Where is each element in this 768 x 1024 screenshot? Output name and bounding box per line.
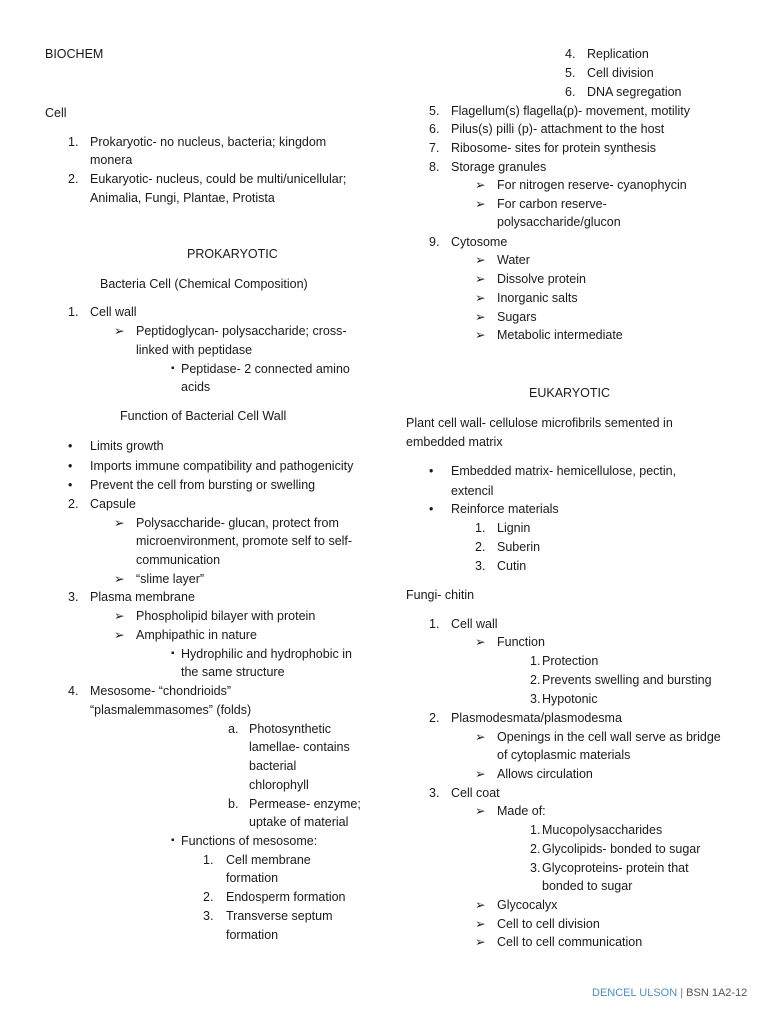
list-item-text: For carbon reserve- — [497, 197, 607, 211]
list-item-text: Permease- enzyme; — [249, 797, 361, 811]
arrow-bullet-icon: ➢ — [114, 516, 125, 530]
list-item-text: acids — [181, 380, 211, 394]
arrow-bullet-icon: ➢ — [475, 272, 486, 286]
list-number: 3. — [429, 786, 440, 800]
list-item-text: Phospholipid bilayer with protein — [136, 609, 316, 623]
list-item-text: Mesosome- “chondrioids” — [90, 684, 232, 698]
list-item-text: of cytoplasmic materials — [497, 748, 631, 762]
list-item-text: Cell wall — [90, 305, 137, 319]
list-item-text: Functions of mesosome: — [181, 834, 318, 848]
list-item-text: Photosynthetic — [249, 722, 331, 736]
list-item-text: Embedded matrix- hemicellulose, pectin, — [451, 464, 677, 478]
list-number: 1. — [68, 135, 79, 149]
footer-author: DENCEL ULSON — [592, 987, 678, 999]
subsection-heading: Bacteria Cell (Chemical Composition) — [100, 277, 308, 291]
list-item-text: “plasmalemmasomes” (folds) — [90, 703, 252, 717]
arrow-bullet-icon: ➢ — [475, 635, 486, 649]
bullet-icon: • — [68, 439, 73, 453]
list-item-text: Cell to cell division — [497, 917, 600, 931]
list-number: 2. — [68, 497, 79, 511]
list-item-text: Endosperm formation — [226, 890, 346, 904]
list-number: 1. — [203, 853, 214, 867]
list-item-text: Sugars — [497, 310, 537, 324]
list-item-text: Replication — [587, 47, 649, 61]
list-item-text: communication — [136, 553, 221, 567]
list-number: 3. — [68, 590, 79, 604]
list-number: 2. — [530, 842, 541, 856]
list-number: 1. — [68, 305, 79, 319]
list-item-text: Prokaryotic- no nucleus, bacteria; kingdom — [90, 135, 327, 149]
list-number: 9. — [429, 235, 440, 249]
list-letter: a. — [228, 722, 239, 736]
list-number: 8. — [429, 160, 440, 174]
list-number: 5. — [565, 66, 576, 80]
bullet-icon: • — [429, 502, 434, 516]
list-number: 2. — [429, 711, 440, 725]
list-item-text: linked with peptidase — [136, 343, 253, 357]
section-heading-eukaryotic: EUKARYOTIC — [529, 386, 611, 400]
list-item-text: formation — [226, 928, 279, 942]
list-item-text: Plasmodesmata/plasmodesma — [451, 711, 622, 725]
list-item-text: Glycoproteins- protein that — [542, 861, 689, 875]
list-item-text: Imports immune compatibility and pathogenicity — [90, 459, 354, 473]
list-number: 3. — [530, 861, 541, 875]
list-item-text: bonded to sugar — [542, 879, 633, 893]
list-number: 2. — [530, 673, 541, 687]
list-item-text: Water — [497, 253, 530, 267]
bullet-icon: • — [68, 459, 73, 473]
list-item-text: Inorganic salts — [497, 291, 578, 305]
list-item-text: microenvironment, promote self to self- — [136, 534, 353, 548]
list-item-text: Animalia, Fungi, Plantae, Protista — [90, 191, 275, 205]
list-item-text: Pilus(s) pilli (p)- attachment to the host — [451, 122, 665, 136]
list-item-text: Ribosome- sites for protein synthesis — [451, 141, 656, 155]
list-item-text: Transverse septum — [226, 909, 333, 923]
list-item-text: formation — [226, 871, 279, 885]
list-number: 5. — [429, 104, 440, 118]
list-item-text: Cutin — [497, 559, 527, 573]
section-heading-prokaryotic: PROKARYOTIC — [187, 247, 278, 261]
arrow-bullet-icon: ➢ — [475, 310, 486, 324]
list-item-text: Cell membrane — [226, 853, 311, 867]
list-item-text: Prevent the cell from bursting or swelling — [90, 478, 316, 492]
footer-separator: | — [680, 987, 684, 999]
document-title: BIOCHEM — [45, 47, 104, 61]
list-item-text: Cytosome — [451, 235, 508, 249]
paragraph-text: Fungi- chitin — [406, 588, 475, 602]
arrow-bullet-icon: ➢ — [114, 572, 125, 586]
list-item-text: Function — [497, 635, 545, 649]
list-item-text: For nitrogen reserve- cyanophycin — [497, 178, 687, 192]
list-item-text: Peptidoglycan- polysaccharide; cross- — [136, 324, 347, 338]
list-item-text: Lignin — [497, 521, 531, 535]
list-number: 4. — [68, 684, 79, 698]
list-number: 6. — [429, 122, 440, 136]
list-item-text: Hypotonic — [542, 692, 598, 706]
square-bullet-icon: ▪ — [171, 648, 175, 659]
list-item-text: Cell to cell communication — [497, 935, 643, 949]
list-item-text: extencil — [451, 484, 494, 498]
list-item-text: DNA segregation — [587, 85, 682, 99]
list-letter: b. — [228, 797, 239, 811]
list-item-text: Peptidase- 2 connected amino — [181, 362, 350, 376]
list-number: 3. — [203, 909, 214, 923]
list-item-text: Storage granules — [451, 160, 547, 174]
arrow-bullet-icon: ➢ — [475, 898, 486, 912]
list-number: 6. — [565, 85, 576, 99]
list-item-text: Dissolve protein — [497, 272, 586, 286]
paragraph-text: embedded matrix — [406, 435, 503, 449]
list-item-text: Prevents swelling and bursting — [542, 673, 712, 687]
list-number: 1. — [530, 823, 541, 837]
bullet-icon: • — [68, 478, 73, 492]
arrow-bullet-icon: ➢ — [475, 253, 486, 267]
list-number: 1. — [530, 654, 541, 668]
list-item-text: Openings in the cell wall serve as bridge — [497, 730, 721, 744]
list-item-text: “slime layer” — [136, 572, 205, 586]
paragraph-text: Plant cell wall- cellulose microfibrils semented in — [406, 416, 673, 430]
list-item-text: the same structure — [181, 665, 285, 679]
list-item-text: Limits growth — [90, 439, 164, 453]
arrow-bullet-icon: ➢ — [475, 935, 486, 949]
list-item-text: Polysaccharide- glucan, protect from — [136, 516, 339, 530]
footer — [592, 984, 747, 1002]
list-item-text: Eukaryotic- nucleus, could be multi/unicellular; — [90, 172, 347, 186]
list-item-text: Cell wall — [451, 617, 498, 631]
list-item-text: bacterial — [249, 759, 297, 773]
list-item-text: Made of: — [497, 804, 546, 818]
list-number: 1. — [429, 617, 440, 631]
arrow-bullet-icon: ➢ — [114, 609, 125, 623]
list-item-text: chlorophyll — [249, 778, 309, 792]
list-item-text: Capsule — [90, 497, 136, 511]
list-item-text: Amphipathic in nature — [136, 628, 257, 642]
list-item-text: Reinforce materials — [451, 502, 559, 516]
list-item-text: Suberin — [497, 540, 541, 554]
arrow-bullet-icon: ➢ — [475, 804, 486, 818]
list-item-text: Metabolic intermediate — [497, 328, 623, 342]
list-item-text: Allows circulation — [497, 767, 593, 781]
list-item-text: Flagellum(s) flagella(p)- movement, motility — [451, 104, 690, 118]
list-item-text: Cell coat — [451, 786, 500, 800]
list-item-text: Protection — [542, 654, 599, 668]
list-number: 4. — [565, 47, 576, 61]
arrow-bullet-icon: ➢ — [475, 328, 486, 342]
arrow-bullet-icon: ➢ — [114, 628, 125, 642]
square-bullet-icon: ▪ — [171, 363, 175, 374]
list-item-text: polysaccharide/glucon — [497, 215, 621, 229]
arrow-bullet-icon: ➢ — [475, 767, 486, 781]
list-number: 3. — [530, 692, 541, 706]
list-item-text: lamellae- contains — [249, 740, 350, 754]
list-item-text: Glycocalyx — [497, 898, 558, 912]
list-number: 1. — [475, 521, 486, 535]
arrow-bullet-icon: ➢ — [475, 178, 486, 192]
cell-heading: Cell — [45, 106, 67, 120]
bullet-icon: • — [429, 464, 434, 478]
list-number: 7. — [429, 141, 440, 155]
arrow-bullet-icon: ➢ — [475, 730, 486, 744]
list-item-text: Mucopolysaccharides — [542, 823, 663, 837]
list-item-text: Hydrophilic and hydrophobic in — [181, 647, 352, 661]
square-bullet-icon: ▪ — [171, 835, 175, 846]
list-item-text: Cell division — [587, 66, 654, 80]
footer-section-code: BSN 1A2-12 — [686, 987, 748, 999]
list-item-text: Plasma membrane — [90, 590, 195, 604]
list-item-text: Glycolipids- bonded to sugar — [542, 842, 701, 856]
list-number: 2. — [203, 890, 214, 904]
list-item-text: uptake of material — [249, 815, 349, 829]
arrow-bullet-icon: ➢ — [475, 291, 486, 305]
subsection-heading: Function of Bacterial Cell Wall — [120, 409, 287, 423]
arrow-bullet-icon: ➢ — [475, 197, 486, 211]
list-number: 2. — [68, 172, 79, 186]
arrow-bullet-icon: ➢ — [475, 917, 486, 931]
list-item-text: monera — [90, 153, 133, 167]
list-number: 3. — [475, 559, 486, 573]
list-number: 2. — [475, 540, 486, 554]
arrow-bullet-icon: ➢ — [114, 324, 125, 338]
